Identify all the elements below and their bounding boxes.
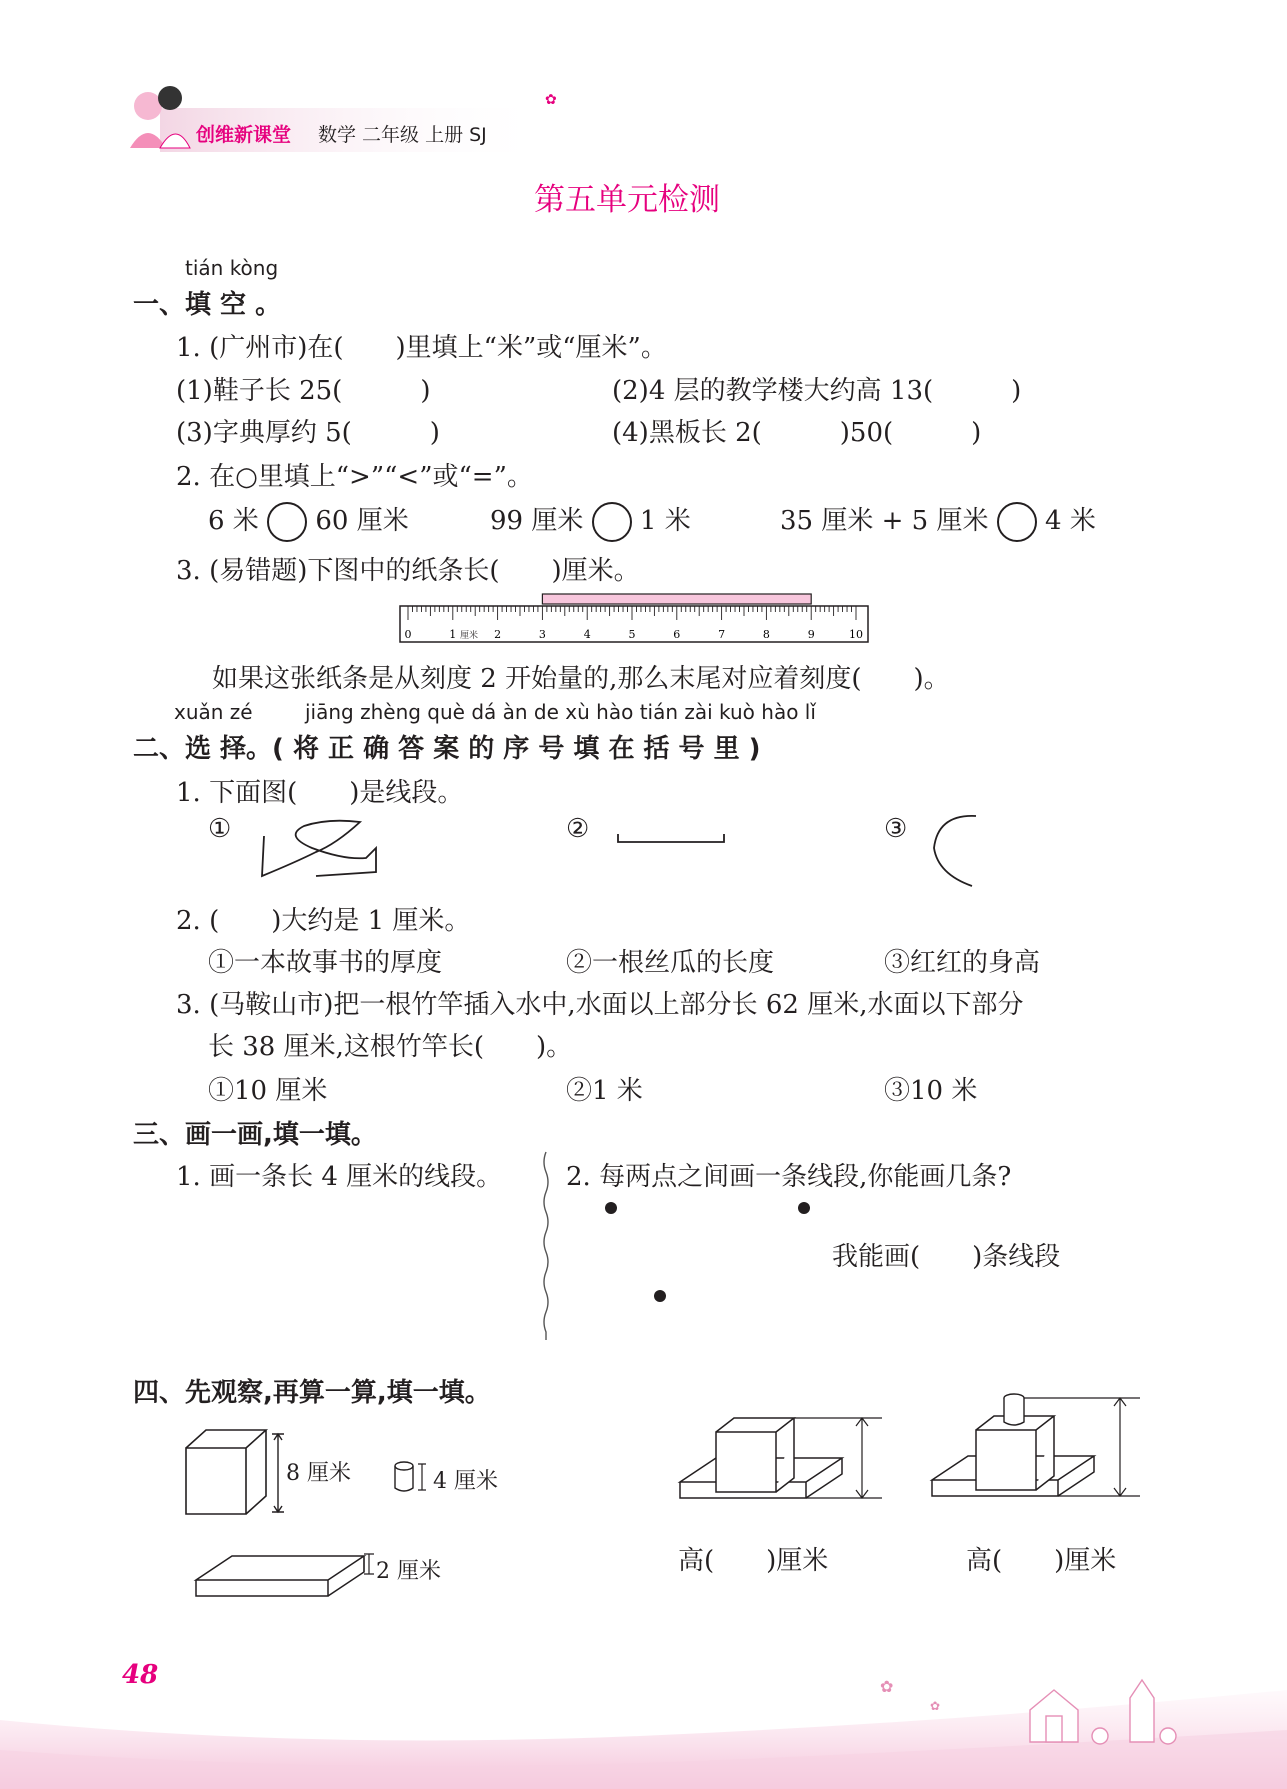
cylinder-height-label: 4 厘米 [433,1469,498,1494]
s1-q1-item2: (2)4 层的教学楼大约高 13( ) [612,376,1022,406]
compare-2-right: 1 米 [639,506,691,536]
s2-q3-stem-2: 长 38 厘米,这根竹竿长( )。 [208,1032,573,1062]
ruler-tick-label: 10 [849,628,863,641]
s2-q1-stem: 1. 下面图( )是线段。 [176,778,464,808]
s3-q1: 1. 画一条长 4 厘米的线段。 [176,1162,503,1192]
answer-height-1: 高( )厘米 [678,1546,829,1576]
compare-3-left: 35 厘米 + 5 厘米 [780,506,989,536]
header-brand: 创维新课堂 [196,124,292,146]
compare-row-2 [490,500,691,542]
ruler-tick-label: 8 [762,628,770,641]
s2-q2-option-3: ③红红的身高 [884,948,1041,978]
slab-height-arrow [362,1552,376,1576]
svg-text:✿: ✿ [545,92,557,108]
three-points [596,1196,816,1308]
ruler-tick-label: 4 [583,628,591,641]
figure-2-segment [616,830,728,852]
ruler-tick-label: 7 [718,628,726,641]
s2-q1-label-3: ③ [884,814,908,844]
s1-q2-stem: 2. 在○里填上“>”“<”或“=”。 [176,462,533,492]
s2-q3-option-2: ②1 米 [566,1076,643,1106]
cube-height-label: 8 厘米 [286,1461,351,1486]
compare-row-1 [208,500,409,542]
stack-figure-2 [928,1390,1148,1500]
compare-1-circle[interactable] [267,502,307,542]
ruler-tick-label: 2 [494,628,502,641]
compare-1-right: 60 厘米 [315,506,409,536]
slab-figure [192,1552,372,1600]
point-b [798,1202,810,1214]
figure-1-curve [256,814,386,880]
section3-divider [540,1152,552,1342]
slab-height-label: 2 厘米 [376,1559,441,1584]
s2-q1-label-2: ② [566,814,590,844]
header-subject: 数学 二年级 上册 SJ [318,124,487,146]
s2-q3-stem-1: 3. (马鞍山市)把一根竹竿插入水中,水面以上部分长 62 厘米,水面以下部分 [176,990,1024,1020]
answer-height-2: 高( )厘米 [966,1546,1117,1576]
compare-2-left: 99 厘米 [490,506,584,536]
ruler-tick-label: 5 [628,628,636,641]
ruler-tick-label: 6 [673,628,681,641]
section1-heading: 一、填 空 。 [133,290,282,320]
cylinder-figure [392,1460,432,1494]
compare-2-circle[interactable] [592,502,632,542]
ruler-tick-label: 3 [538,628,546,641]
s1-q3-follow: 如果这张纸条是从刻度 2 开始量的,那么末尾对应着刻度( )。 [212,664,950,694]
section3-heading: 三、画一画,填一填。 [133,1120,377,1150]
compare-row-3 [780,500,1096,542]
paper-strip [542,594,811,604]
section2-heading: 二、选 择。( 将 正 确 答 案 的 序 号 填 在 括 号 里 ) [133,734,761,764]
point-a [605,1202,617,1214]
s1-q3-stem: 3. (易错题)下图中的纸条长( )厘米。 [176,556,640,586]
svg-text:✿: ✿ [930,1699,941,1713]
s2-q3-option-3: ③10 米 [884,1076,978,1106]
s2-q2-option-1: ①一本故事书的厚度 [208,948,443,978]
s3-q2: 2. 每两点之间画一条线段,你能画几条? [566,1162,1012,1192]
page-title: 第五单元检测 [534,182,720,218]
footer-wave [0,1650,1287,1789]
page-number: 48 [122,1660,159,1690]
svg-text:✿: ✿ [880,1677,894,1696]
s1-q1-stem: 1. (广州市)在( )里填上“米”或“厘米”。 [176,333,667,363]
s2-q2-option-2: ②一根丝瓜的长度 [566,948,775,978]
compare-3-circle[interactable] [997,502,1037,542]
ruler-tick-label: 1 [449,628,457,641]
section2-pinyin-right: jiāng zhèng què dá àn de xù hào tián zài kuò hào lǐ [305,700,816,724]
ruler-tick-label: 9 [807,628,815,641]
section2-pinyin-left: xuǎn zé [174,700,253,724]
s3-answer: 我能画( )条线段 [832,1242,1061,1272]
section4-heading: 四、先观察,再算一算,填一填。 [133,1378,491,1408]
s2-q1-label-1: ① [208,814,232,844]
compare-1-left: 6 米 [208,506,259,536]
figure-3-arc [930,812,980,888]
ruler-tick-label: 0 [404,628,412,641]
point-c [654,1290,666,1302]
s1-q1-item3: (3)字典厚约 5( ) [176,418,440,448]
s1-q1-item4: (4)黑板长 2( )50( ) [612,418,982,448]
ruler-unit: 厘米 [460,631,479,641]
s2-q3-option-1: ①10 厘米 [208,1076,328,1106]
cube-figure [184,1426,284,1516]
section1-pinyin: tián kòng [185,256,279,280]
ruler [400,588,870,644]
s2-q2-stem: 2. ( )大约是 1 厘米。 [176,906,471,936]
stack-figure-1 [672,1412,892,1512]
s1-q1-item1: (1)鞋子长 25( ) [176,376,431,406]
compare-3-right: 4 米 [1045,506,1096,536]
